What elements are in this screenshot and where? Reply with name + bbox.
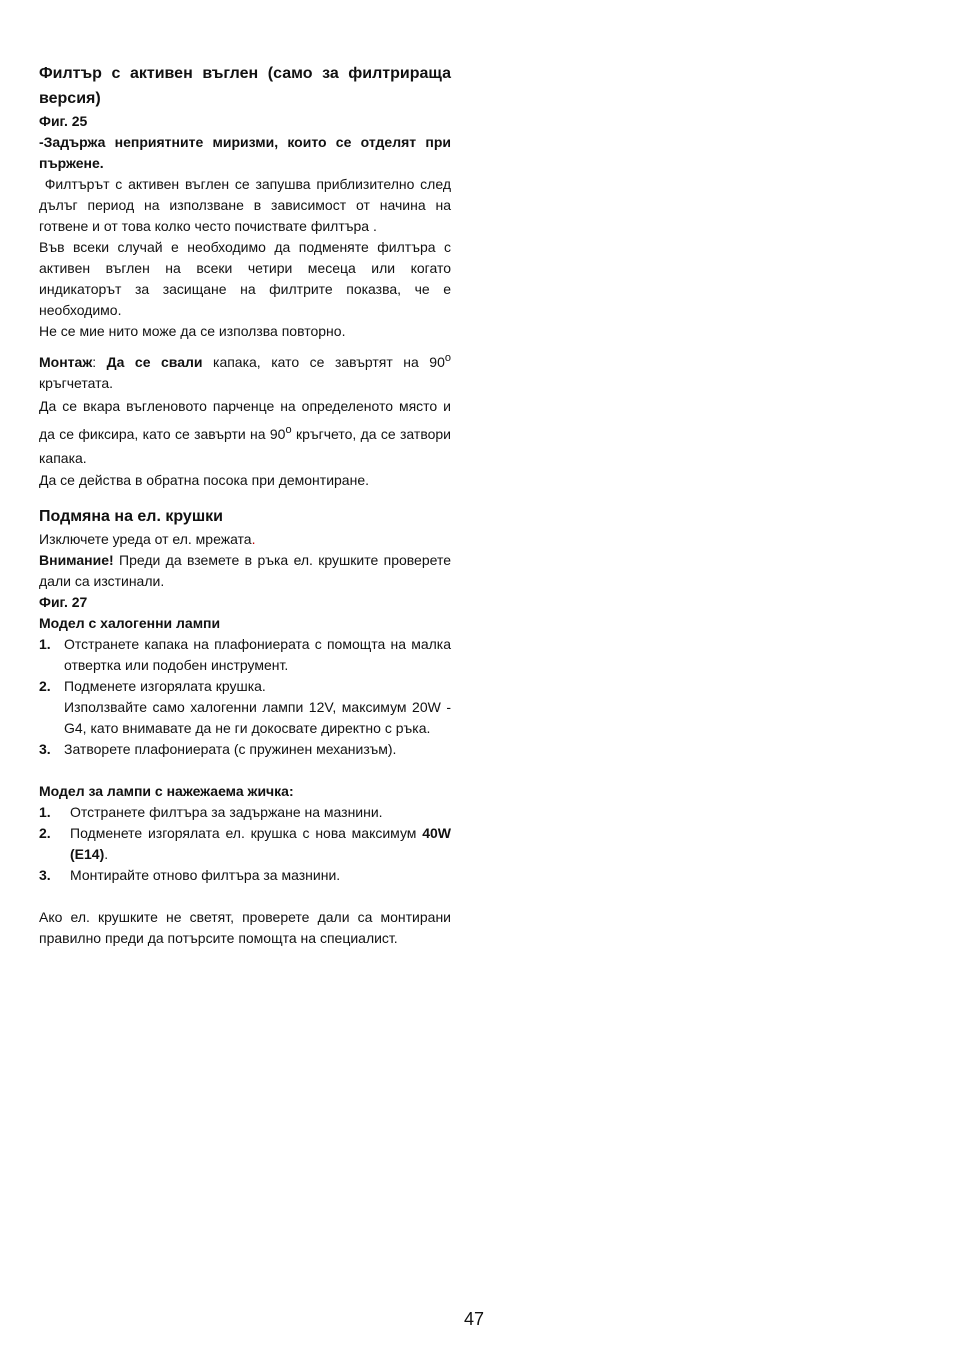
step-number: 3. <box>39 867 51 883</box>
bulb-spec: 40W (E14) <box>70 825 451 862</box>
degree-sign: о <box>444 352 452 364</box>
incandescent-steps-list <box>39 802 451 886</box>
step-number: 1. <box>39 636 51 652</box>
step-text: Подменете изгорялата крушка. <box>64 678 266 694</box>
insert-text-b: кръгчето, да се затвори капака. <box>39 426 451 466</box>
page-number: 47 <box>464 1309 485 1329</box>
step-number: 3. <box>39 741 51 757</box>
list-item <box>39 739 451 760</box>
mount-colon: : <box>92 354 107 370</box>
step-text: Отстранете капака на плафониерата с помощта на малка отвертка или подобен инструмент. <box>64 636 451 673</box>
disconnect-text: Изключете уреда от ел. мрежата <box>39 531 252 547</box>
step-text: Отстранете филтъра за задържане на мазнини. <box>70 804 383 820</box>
step-number: 2. <box>39 825 51 841</box>
mount-text-b: кръгчетата. <box>39 354 455 391</box>
step-number: 1. <box>39 804 51 820</box>
mount-paragraph <box>39 348 455 394</box>
replace-paragraph: Във всеки случай е необходимо да подменяте филтъра с активен въглен на всеки четири месеца или когато индикаторът за засищане на филтрите показва, че е необходимо. <box>39 239 451 318</box>
list-item <box>39 676 451 739</box>
clog-paragraph: Филтърът с активен въглен се запушва приблизително след дълъг период на използване в зависимост от начина на готвене и от това колко често почиствате филтъра . <box>39 176 455 234</box>
charcoal-filter-heading: Филтър с активен въглен (само за филтрираща версия) <box>39 65 451 107</box>
step-text: Подменете изгорялата ел. крушка с нова максимум <box>70 825 423 841</box>
bulb-replacement-heading: Подмяна на ел. крушки <box>39 508 224 525</box>
step-number: 2. <box>39 678 51 694</box>
list-item <box>39 634 451 676</box>
halogen-steps-list <box>39 634 451 760</box>
mount-label: Монтаж <box>39 354 93 370</box>
fig-27-label: Фиг. 27 <box>39 594 88 610</box>
incandescent-model-title: Модел за лампи с нажежаема жичка: <box>39 783 294 799</box>
final-note: Ако ел. крушките не светят, проверете дали са монтирани правилно преди да потърсите помощта на специалист. <box>39 909 451 946</box>
disconnect-paragraph <box>39 529 451 550</box>
attention-text: Преди да вземете в ръка ел. крушките проверете дали са изстинали. <box>39 552 455 589</box>
insert-paragraph <box>39 394 451 470</box>
insert-text-a: Да се вкара въгленовото парченце на определеното място и да се фиксира, като се завърти на 90 <box>39 398 451 442</box>
odor-warning: -Задържа неприятните миризми, които се отделят при пържене. <box>39 134 451 171</box>
step-extra-text: Използвайте само халогенни лампи 12V, максимум 20W - G4, като внимавате да не ги докосвате директно с ръка. <box>64 699 451 736</box>
reverse-paragraph: Да се действа в обратна посока при демонтиране. <box>39 472 369 488</box>
list-item <box>39 802 451 823</box>
list-item <box>39 865 451 886</box>
step-text: Затворете плафониерата (с пружинен механизъм). <box>64 741 397 757</box>
fig-25-label: Фиг. 25 <box>39 113 88 129</box>
step-tail: . <box>104 846 109 862</box>
text-column <box>39 61 455 949</box>
attention-paragraph <box>39 550 455 592</box>
no-wash-paragraph: Не се мие нито може да се използва повторно. <box>39 323 346 339</box>
list-item <box>39 823 451 865</box>
mount-action: Да се свали <box>106 354 203 370</box>
disconnect-dot: . <box>251 531 256 547</box>
degree-sign-2: о <box>285 424 292 436</box>
step-text: Монтирайте отново филтъра за мазнини. <box>70 867 341 883</box>
attention-label: Внимание! <box>39 552 114 568</box>
mount-text-a: капака, като се завъртят на 90 <box>202 354 445 370</box>
halogen-model-title: Модел с халогенни лампи <box>39 615 221 631</box>
